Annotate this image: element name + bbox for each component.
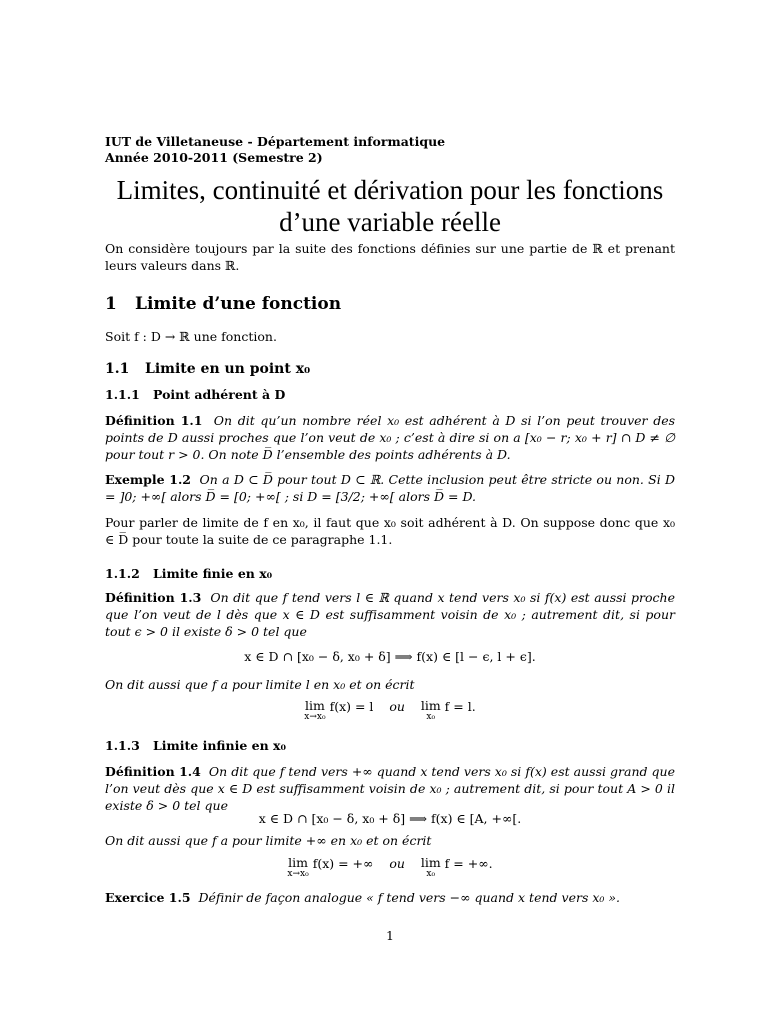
definition-text: On dit que f tend vers l ∈ ℝ quand x tend vers x₀ si f(x) est aussi proche que l’on veut de l dès que x ∈ D est suffisamment voisin de x₀ ; autrement dit, si pour tout ϵ > 0 il existe δ > 0 tel que — [105, 590, 676, 639]
limit-or: ou — [389, 699, 405, 714]
definition-label: Définition 1.1 — [105, 413, 203, 428]
definition-label: Définition 1.3 — [105, 590, 202, 605]
definition-note: On dit aussi que f a pour limite +∞ en x₀ et on écrit — [105, 833, 432, 848]
exercise-text: Définir de façon analogue « f tend vers −∞ quand x tend vers x₀ ». — [198, 890, 620, 905]
limit-expression: f(x) = l — [329, 699, 374, 714]
definition-text: On dit que f tend vers +∞ quand x tend vers x₀ si f(x) est aussi grand que l’on veut dès que x ∈ D est suffisamment voisin de x₀ ; autrement dit, si pour tout A > 0 il existe δ > 0 tel que — [105, 764, 675, 813]
definition-text: On dit qu’un nombre réel x₀ est adhérent à D si l’on peut trouver des points de D aussi proches que l’on veut de x₀ ; c’est à dire si on a [x₀ − r; x₀ + r] ∩ D ≠ ∅ pour tout r > 0. On note D̅ l’ensemble des points adhérents à D. — [105, 413, 676, 462]
limit-expression: f(x) = +∞ — [312, 856, 374, 871]
limit-or: ou — [389, 856, 405, 871]
definition-1-3 — [105, 589, 675, 640]
subsubsection-title: Point adhérent à D — [153, 387, 286, 402]
subsubsection-number: 1.1.3 — [105, 738, 140, 753]
institution-header: IUT de Villetaneuse - Département informatique — [105, 134, 446, 149]
example-text: On a D ⊂ D̅ pour tout D ⊂ ℝ. Cette inclusion peut être stricte ou non. Si D = ]0; +∞[ alors D̅ = [0; +∞[ ; si D = [3/2; +∞[ alors D̅ = D. — [105, 472, 675, 504]
exercise-label: Exercice 1.5 — [105, 890, 191, 905]
year-header: Année 2010-2011 (Semestre 2) — [105, 150, 323, 165]
limit-expression: f = +∞. — [444, 856, 493, 871]
subsubsection-heading — [105, 387, 285, 402]
title-line1: Limites, continuité et dérivation pour les fonctions — [116, 175, 664, 205]
section-title: Limite d’une fonction — [135, 294, 342, 314]
equation-1-4: x ∈ D ∩ [x₀ − δ, x₀ + δ] ⟹ f(x) ∈ [A, +∞[. — [258, 811, 522, 826]
subsubsection-heading — [105, 738, 286, 753]
limit-expression: f = l. — [444, 699, 476, 714]
section-number: 1 — [105, 294, 117, 314]
subsubsection-number: 1.1.1 — [105, 387, 140, 402]
limit-notation — [105, 856, 675, 879]
subsection-number: 1.1 — [105, 361, 130, 377]
intro-paragraph: On considère toujours par la suite des fonctions définies sur une partie de ℝ et prenant leurs valeurs dans ℝ. — [105, 241, 675, 273]
paragraph-adherence: Pour parler de limite de f en x₀, il faut que x₀ soit adhérent à D. On suppose donc que x₀ ∈ D̅ pour toute la suite de ce paragraphe 1.1. — [105, 515, 675, 547]
page-number: 1 — [386, 928, 394, 943]
subsection-title: Limite en un point x₀ — [145, 361, 311, 377]
definition-note: On dit aussi que f a pour limite l en x₀ et on écrit — [105, 677, 415, 692]
subsubsection-title: Limite finie en x₀ — [153, 566, 273, 581]
definition-1-1 — [105, 412, 675, 463]
example-1-2 — [105, 471, 675, 505]
subsubsection-number: 1.1.2 — [105, 566, 140, 581]
subsection-heading — [105, 361, 310, 377]
limit-notation — [105, 699, 675, 722]
exercise-1-5 — [105, 889, 675, 906]
definition-1-4 — [105, 763, 675, 814]
limit-operator: lim x₀ — [420, 855, 441, 879]
equation-1-3: x ∈ D ∩ [x₀ − δ, x₀ + δ] ⟹ f(x) ∈ [l − ϵ, l + ϵ]. — [244, 649, 536, 664]
limit-operator: lim x→x₀ — [304, 698, 326, 722]
subsubsection-heading — [105, 566, 272, 581]
section-heading — [105, 294, 341, 314]
limit-operator: lim x₀ — [420, 698, 441, 722]
section-intro: Soit f : D → ℝ une fonction. — [105, 329, 277, 344]
title-line2: d’une variable réelle — [279, 207, 501, 237]
subsubsection-title: Limite infinie en x₀ — [153, 738, 286, 753]
definition-label: Définition 1.4 — [105, 764, 201, 779]
example-label: Exemple 1.2 — [105, 472, 191, 487]
limit-operator: lim x→x₀ — [287, 855, 309, 879]
